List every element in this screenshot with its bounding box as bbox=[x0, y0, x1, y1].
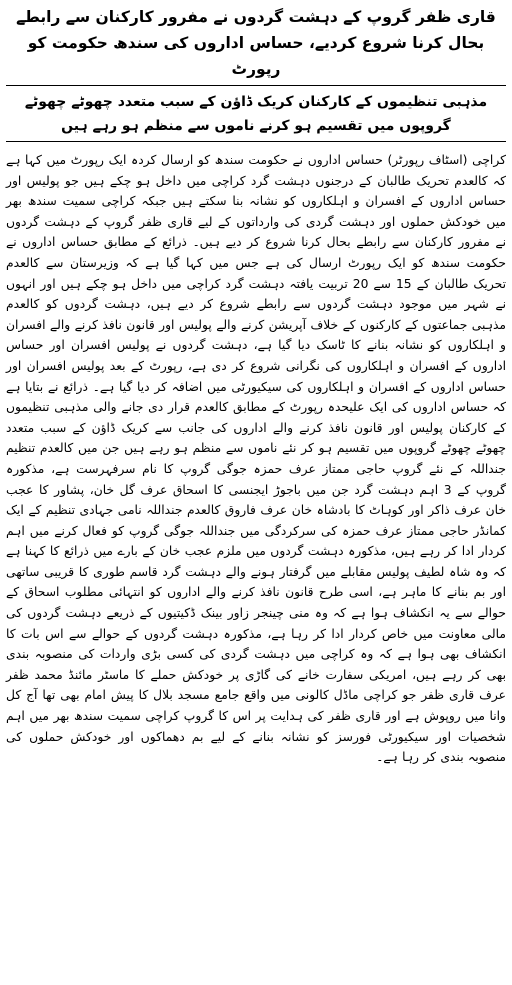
headline: قاری ظفر گروپ کے دہشت گردوں نے مفرور کارکنان سے رابطے بحال کرنا شروع کردیے، حساس اداروں کی سندھ حکومت کو رپورٹ bbox=[16, 8, 496, 78]
article-body: کراچی (اسٹاف رپورٹر) حساس اداروں نے حکومت سندھ کو ارسال کردہ ایک رپورٹ میں کہا ہے کہ کالعدم تحریک طالبان کے درجنوں دہشت گرد کراچی میں داخل ہو چکے ہیں جو پولیس اور حساس اداروں کے افسران و اہلکاروں کو نشانہ بنا سکتے ہیں جبکہ کراچی سمیت سندھ بھر میں خودکش حملوں اور دہشت گردی کی وارداتوں کے لیے قاری ظفر گروپ کے دہشت گردوں نے مفرور کارکنان سے رابطے بحال کرنا شروع کر دیے ہیں۔ ذرائع کے مطابق حساس اداروں نے حکومت سندھ کو ایک رپورٹ ارسال کی ہے جس میں کہا گیا ہے کہ وزیرستان سے کالعدم تحریک طالبان کے 15 سے 20 تربیت یافتہ دہشت گرد کراچی میں داخل ہو چکے ہیں اور انہوں نے شہر میں موجود دہشت گردوں سے رابطے شروع کر دیے ہیں، دہشت گردوں کو کالعدم مذہبی جماعتوں کے کارکنوں کے خلاف آپریشن کرنے والے پولیس اور قانون نافذ کرنے والے افسران و اہلکاروں کو نشانہ بنانے کا ٹاسک دیا گیا ہے، دہشت گردوں نے پولیس افسران اور حساس اداروں کے افسران و اہلکاروں کی نگرانی شروع کر دی ہے، رپورٹ کے بعد پولیس افسران اور حساس اداروں کے افسران و اہلکاروں کی سیکیورٹی میں اضافہ کر دیا گیا ہے۔ ذرائع نے بتایا ہے کہ حساس اداروں کی ایک علیحدہ رپورٹ کے مطابق کالعدم قرار دی جانے والی مذہبی تنظیموں کے کارکنان پولیس اور قانون نافذ کرنے والے اداروں کی جانب سے کریک ڈاؤن کے سبب متعدد چھوٹے چھوٹے گروپوں میں تقسیم ہو کر نئے ناموں سے منظم ہو رہے ہیں جن میں کالعدم تنظیم جنداللہ کے نئے گروپ حاجی ممتاز عرف حمزہ جوگی گروپ کا نام سرفہرست ہے، مذکورہ گروپ کے 3 اہم دہشت گرد جن میں باجوڑ ایجنسی کا اسحاق عرف گل خان، پشاور کا عجب خان عرف ذاکر اور کوہاٹ کا بادشاہ خان عرف فاروق کالعدم جنداللہ نامی جہادی تنظیم کے ایک کمانڈر حاجی ممتاز عرف حمزہ کی سرکردگی میں جنداللہ جوگی گروپ کو فعال کرنے میں اہم کردار ادا کر رہے ہیں، مذکورہ دہشت گردوں میں ملزم عجب خان کے بارے میں ذرائع کا کہنا ہے کہ وہ شاہ لطیف پولیس مقابلے میں گرفتار ہونے والے دہشت گرد قاسم طوری کا قریبی ساتھی اور بم بنانے کا ماہر ہے، اسی طرح قانون نافذ کرنے والے اداروں کو انتہائی مطلوب اسحاق کے حوالے سے یہ انکشاف ہوا ہے کہ وہ منی چینجر زاور بینک ڈکیتیوں کے ذریعے دہشت گردوں کی مالی معاونت میں خاص کردار ادا کر رہا ہے، مذکورہ دہشت گردوں کے حوالے سے اس بات کا انکشاف بھی ہوا ہے کہ وہ کراچی میں دہشت گردی کی کسی بڑی واردات کی منصوبہ بندی بھی کر رہے ہیں، امریکی سفارت خانے کی گاڑی پر خودکش حملے کا ماسٹر مائنڈ محمد ظفر عرف قاری ظفر جو کراچی ماڈل کالونی میں واقع جامع مسجد بلال کا پیش امام بھی تھا آج کل وانا میں روپوش ہے اور قاری ظفر کی ہدایت پر اس کا گروپ کراچی سمیت سندھ بھر میں اہم شخصیات اور سیکیورٹی فورسز کو نشانہ بنانے کے لیے بم دھماکوں اور خودکش حملوں کی منصوبہ بندی کر رہا ہے۔ bbox=[6, 153, 507, 765]
subheadline-divider bbox=[6, 141, 506, 142]
headline-divider bbox=[6, 85, 506, 86]
subheadline: مذہبی تنظیموں کے کارکنان کریک ڈاؤن کے سبب متعدد چھوٹے چھوٹے گروپوں میں تقسیم ہو کرنے ناموں سے منظم ہو رہے ہیں bbox=[24, 94, 488, 134]
